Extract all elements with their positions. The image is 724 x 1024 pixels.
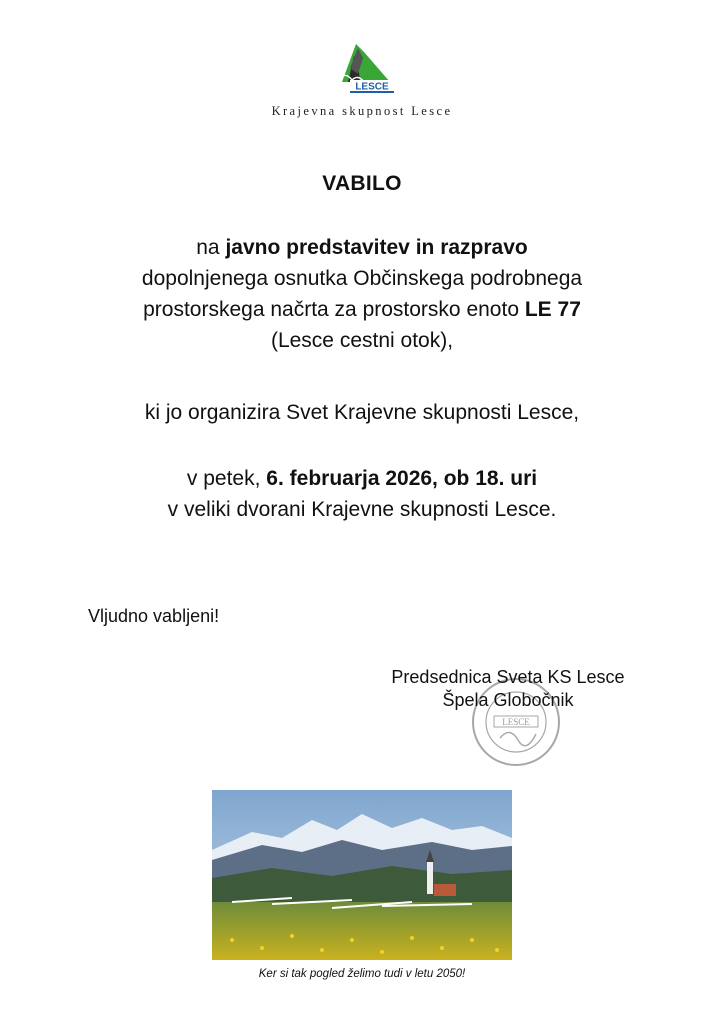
logo-text: LESCE — [355, 81, 389, 93]
invitation-line-2: dopolnjenega osnutka Občinskega podrobnega — [141, 267, 583, 290]
lesce-logo — [330, 38, 396, 94]
organizer-line: ki jo organizira Svet Krajevne skupnosti Lesce, — [144, 401, 580, 424]
signature-name: Špela Globočnik — [442, 690, 574, 710]
event-location: v veliki dvorani Krajevne skupnosti Lesce. — [167, 498, 557, 521]
stamp-text: LESCE — [502, 717, 530, 727]
invitation-text — [0, 232, 724, 356]
line3-bold: LE 77 — [524, 298, 581, 321]
organization-name: Krajevna skupnost Lesce — [271, 104, 453, 118]
line1-prefix: na — [196, 236, 220, 259]
landscape-photo — [212, 790, 512, 960]
event-datetime: 6. februarja 2026, ob 18. uri — [266, 467, 538, 490]
event-prefix: v petek, — [186, 467, 261, 490]
event-date-line — [0, 463, 724, 494]
greeting: Vljudno vabljeni! — [88, 606, 220, 626]
invitation-line-1 — [0, 232, 724, 263]
line3-prefix: prostorskega načrta za prostorsko enoto — [143, 298, 519, 321]
line1-bold: javno predstavitev in razpravo — [225, 236, 528, 259]
photo-caption: Ker si tak pogled želimo tudi v letu 2050! — [258, 968, 466, 980]
invitation-line-4: (Lesce cestni otok), — [270, 329, 454, 352]
signature-role: Predsednica Sveta KS Lesce — [391, 667, 625, 687]
event-details — [0, 463, 724, 525]
signature-block — [380, 666, 636, 712]
invitation-line-3 — [0, 294, 724, 325]
document-title: VABILO — [322, 172, 402, 195]
